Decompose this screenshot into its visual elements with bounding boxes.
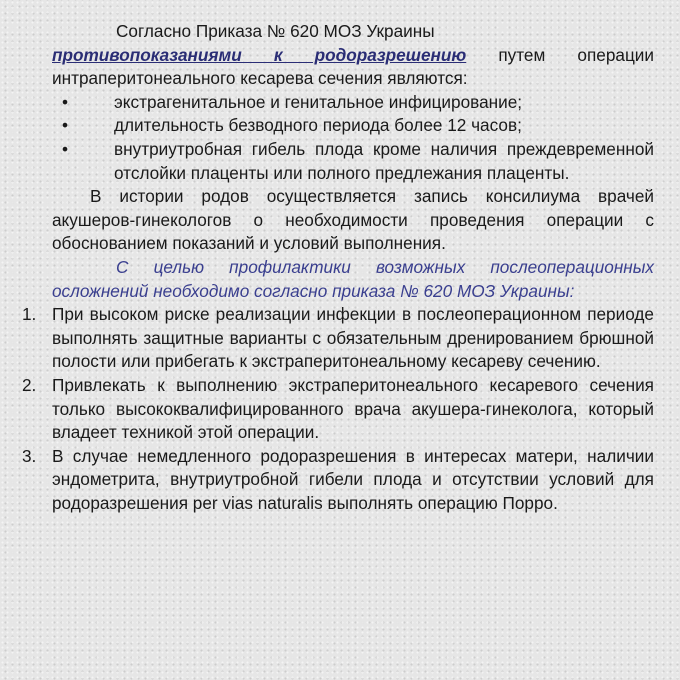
numbered-item (22, 445, 654, 516)
numbered-item (22, 374, 654, 445)
intro-paragraph (52, 20, 654, 91)
item-text: Привлекать к выполнению экстраперитонеального кесаревого сечения только высококвалифицированного врача акушера-гинеколога, который владеет техникой этой операции. (52, 374, 654, 443)
item-number: 1. (22, 304, 37, 325)
list-item-text: длительность безводного периода более 12 часов; (114, 115, 522, 136)
item-number: 3. (22, 445, 37, 466)
numbered-item (22, 303, 654, 374)
contraindications-emphasis: противопоказаниями к родоразрешению (52, 44, 467, 65)
bullet-icon: • (62, 138, 69, 159)
prophylaxis-heading: С целью профилактики возможных послеоперационных осложнений необходимо согласно приказа № 620 МОЗ Украины: (52, 256, 654, 301)
intro-line1: Согласно Приказа № 620 МОЗ Украины (116, 21, 435, 41)
prophylaxis-list (22, 303, 654, 515)
item-text: При высоком риске реализации инфекции в послеоперационном периоде выполнять защитные варианты с обязательным дренированием брюшной полости или прибегать к экстраперитонеальному кесареву сечению. (52, 304, 654, 372)
list-item (52, 114, 654, 138)
item-text: В случае немедленного родоразрешения в интересах матери, наличии эндометрита, внутриутробной гибели плода и отсутствии условий для родоразрешения per vias naturalis выполнять операцию Порро. (52, 445, 654, 513)
list-item (52, 91, 654, 115)
intro-rest: путем операции интраперитонеального кесарева сечения являются: (52, 44, 654, 89)
bullet-icon: • (62, 115, 69, 136)
history-note: В истории родов осуществляется запись консилиума врачей акушеров-гинекологов о необходимости проведения операции с обоснованием показаний и условий выполнения. (52, 186, 654, 254)
item-number: 2. (22, 374, 37, 395)
list-item-text: экстрагенитальное и генитальное инфицирование; (114, 91, 523, 112)
bullet-icon: • (62, 91, 69, 112)
list-item (52, 138, 654, 185)
contraindications-list (52, 91, 654, 185)
list-item-text: внутриутробная гибель плода кроме наличия преждевременной отслойки плаценты или полного предлежания плаценты. (114, 138, 654, 183)
